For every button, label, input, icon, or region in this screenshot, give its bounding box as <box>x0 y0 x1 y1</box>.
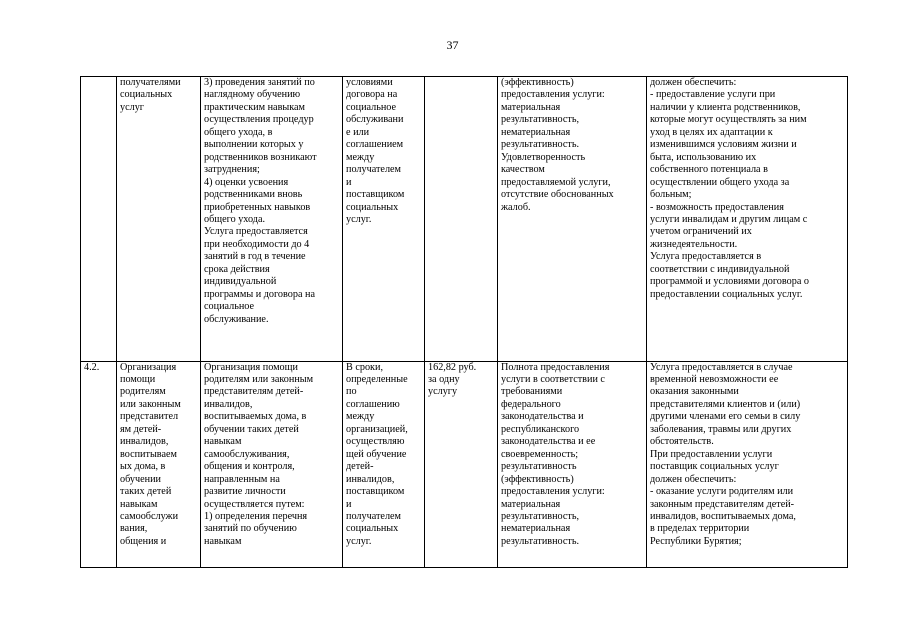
services-table <box>80 76 848 568</box>
cell-quality-indicators: (эффективность) предоставления услуги: материальная результативность, нематериальная результативность. Удовлетворенность качеством предоставляемой услуги, отсутствие обоснованных жалоб. <box>498 77 647 362</box>
cell-service-price <box>425 77 498 362</box>
cell-provision-conditions: должен обеспечить: - предоставление услуги при наличии у клиента родственников, которые могут осуществлять за ним уход в целях их адаптации к изменившимся условиям жизни и быта, использованию их собственного потенциала в осуществлении общего ухода за больным; - возможность предоставления услуги инвалидам и другим лицам с учетом ограничений их жизнедеятельности. Услуга предоставляется в соответствии с индивидуальной программой и условиями договора о предоставлении социальных услуг. <box>647 77 848 362</box>
cell-service-price: 162,82 руб. за одну услугу <box>425 361 498 567</box>
cell-service-name: Организация помощи родителям или законным представител ям детей- инвалидов, воспитываем ых дома, в обучении таких детей навыкам самообслужи вания, общения и <box>117 361 201 567</box>
cell-number <box>81 77 117 362</box>
cell-service-terms: В сроки, определенные по соглашению между организацией, осуществляю щей обучение детей- инвалидов, поставщиком и получателем социальных услуг. <box>343 361 425 567</box>
table-row <box>81 361 848 567</box>
cell-quality-indicators: Полнота предоставления услуги в соответствии с требованиями федерального законодательства и республиканского законодательства и ее своевременность; результативность (эффективность) предоставления услуги: материальная результативность, нематериальная результативность. <box>498 361 647 567</box>
cell-service-name: получателями социальных услуг <box>117 77 201 362</box>
cell-service-terms: условиями договора на социальное обслуживани е или соглашением между получателем и поставщиком социальных услуг. <box>343 77 425 362</box>
page-number: 37 <box>446 38 459 52</box>
cell-service-description: Организация помощи родителям или законным представителям детей- инвалидов, воспитываемых дома, в обучении таких детей навыкам самообслуживания, общения и контроля, направленным на развитие личности осуществляется путем: 1) определения перечня занятий по обучению навыкам <box>201 361 343 567</box>
cell-service-description: 3) проведения занятий по наглядному обучению практическим навыкам осуществления процедур общего ухода, в выполнении которых у родственников возникают затруднения; 4) оценки усвоения родственниками вновь приобретенных навыков общего ухода. Услуга предоставляется при необходимости до 4 занятий в год в течение срока действия индивидуальной программы и договора на социальное обслуживание. <box>201 77 343 362</box>
cell-number: 4.2. <box>81 361 117 567</box>
cell-provision-conditions: Услуга предоставляется в случае временной невозможности ее оказания законными представителями клиентов и (или) другими членами его семьи в силу заболевания, травмы или других обстоятельств. При предоставлении услуги поставщик социальных услуг должен обеспечить: - оказание услуги родителям или законным представителям детей- инвалидов, воспитываемых дома, в пределах территории Республики Бурятия; <box>647 361 848 567</box>
table-row <box>81 77 848 362</box>
